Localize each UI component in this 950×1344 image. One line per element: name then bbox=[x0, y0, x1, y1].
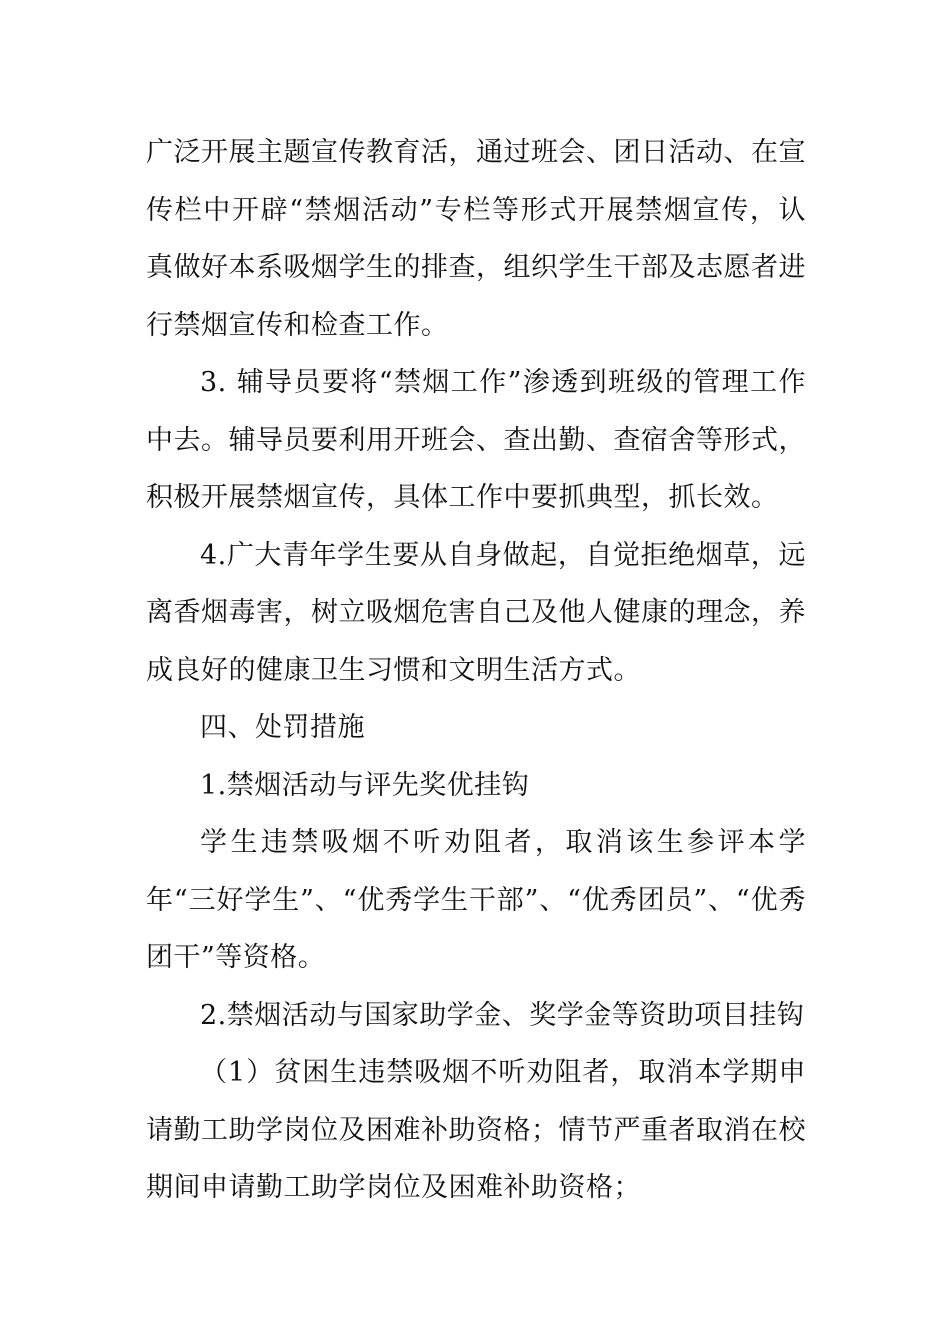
paragraph-item-4: 4.广大青年学生要从自身做起，自觉拒绝烟草，远离香烟毒害，树立吸烟危害自己及他人健康的理念，养成良好的健康卫生习惯和文明生活方式。 bbox=[146, 539, 806, 686]
paragraph-continuation: 广泛开展主题宣传教育活，通过班会、团日活动、在宣传栏中开辟“禁烟活动”专栏等形式开展禁烟宣传，认真做好本系吸烟学生的排查，组织学生干部及志愿者进行禁烟宣传和检查工作。 bbox=[146, 137, 806, 341]
subheading-item-1: 1.禁烟活动与评先奖优挂钩 bbox=[200, 769, 530, 801]
paragraph-penalty-awards: 学生违禁吸烟不听劝阻者，取消该生参评本学年“三好学生”、“优秀学生干部”、“优秀团员”、“优秀团干”等资格。 bbox=[146, 827, 806, 973]
paragraph-item-3: 3. 辅导员要将“禁烟工作”渗透到班级的管理工作中去。辅导员要利用开班会、查出勤、查宿舍等形式，积极开展禁烟宣传，具体工作中要抓典型，抓长效。 bbox=[146, 367, 806, 513]
paragraph-penalty-aid: （1）贫困生违禁吸烟不听劝阻者，取消本学期申请勤工助学岗位及困难补助资格；情节严重者取消在校期间申请勤工助学岗位及困难补助资格； bbox=[146, 1057, 806, 1203]
document-body bbox=[146, 124, 806, 1217]
section-heading-penalties: 四、处罚措施 bbox=[200, 712, 365, 743]
subheading-item-2: 2.禁烟活动与国家助学金、奖学金等资助项目挂钩 bbox=[200, 999, 805, 1031]
